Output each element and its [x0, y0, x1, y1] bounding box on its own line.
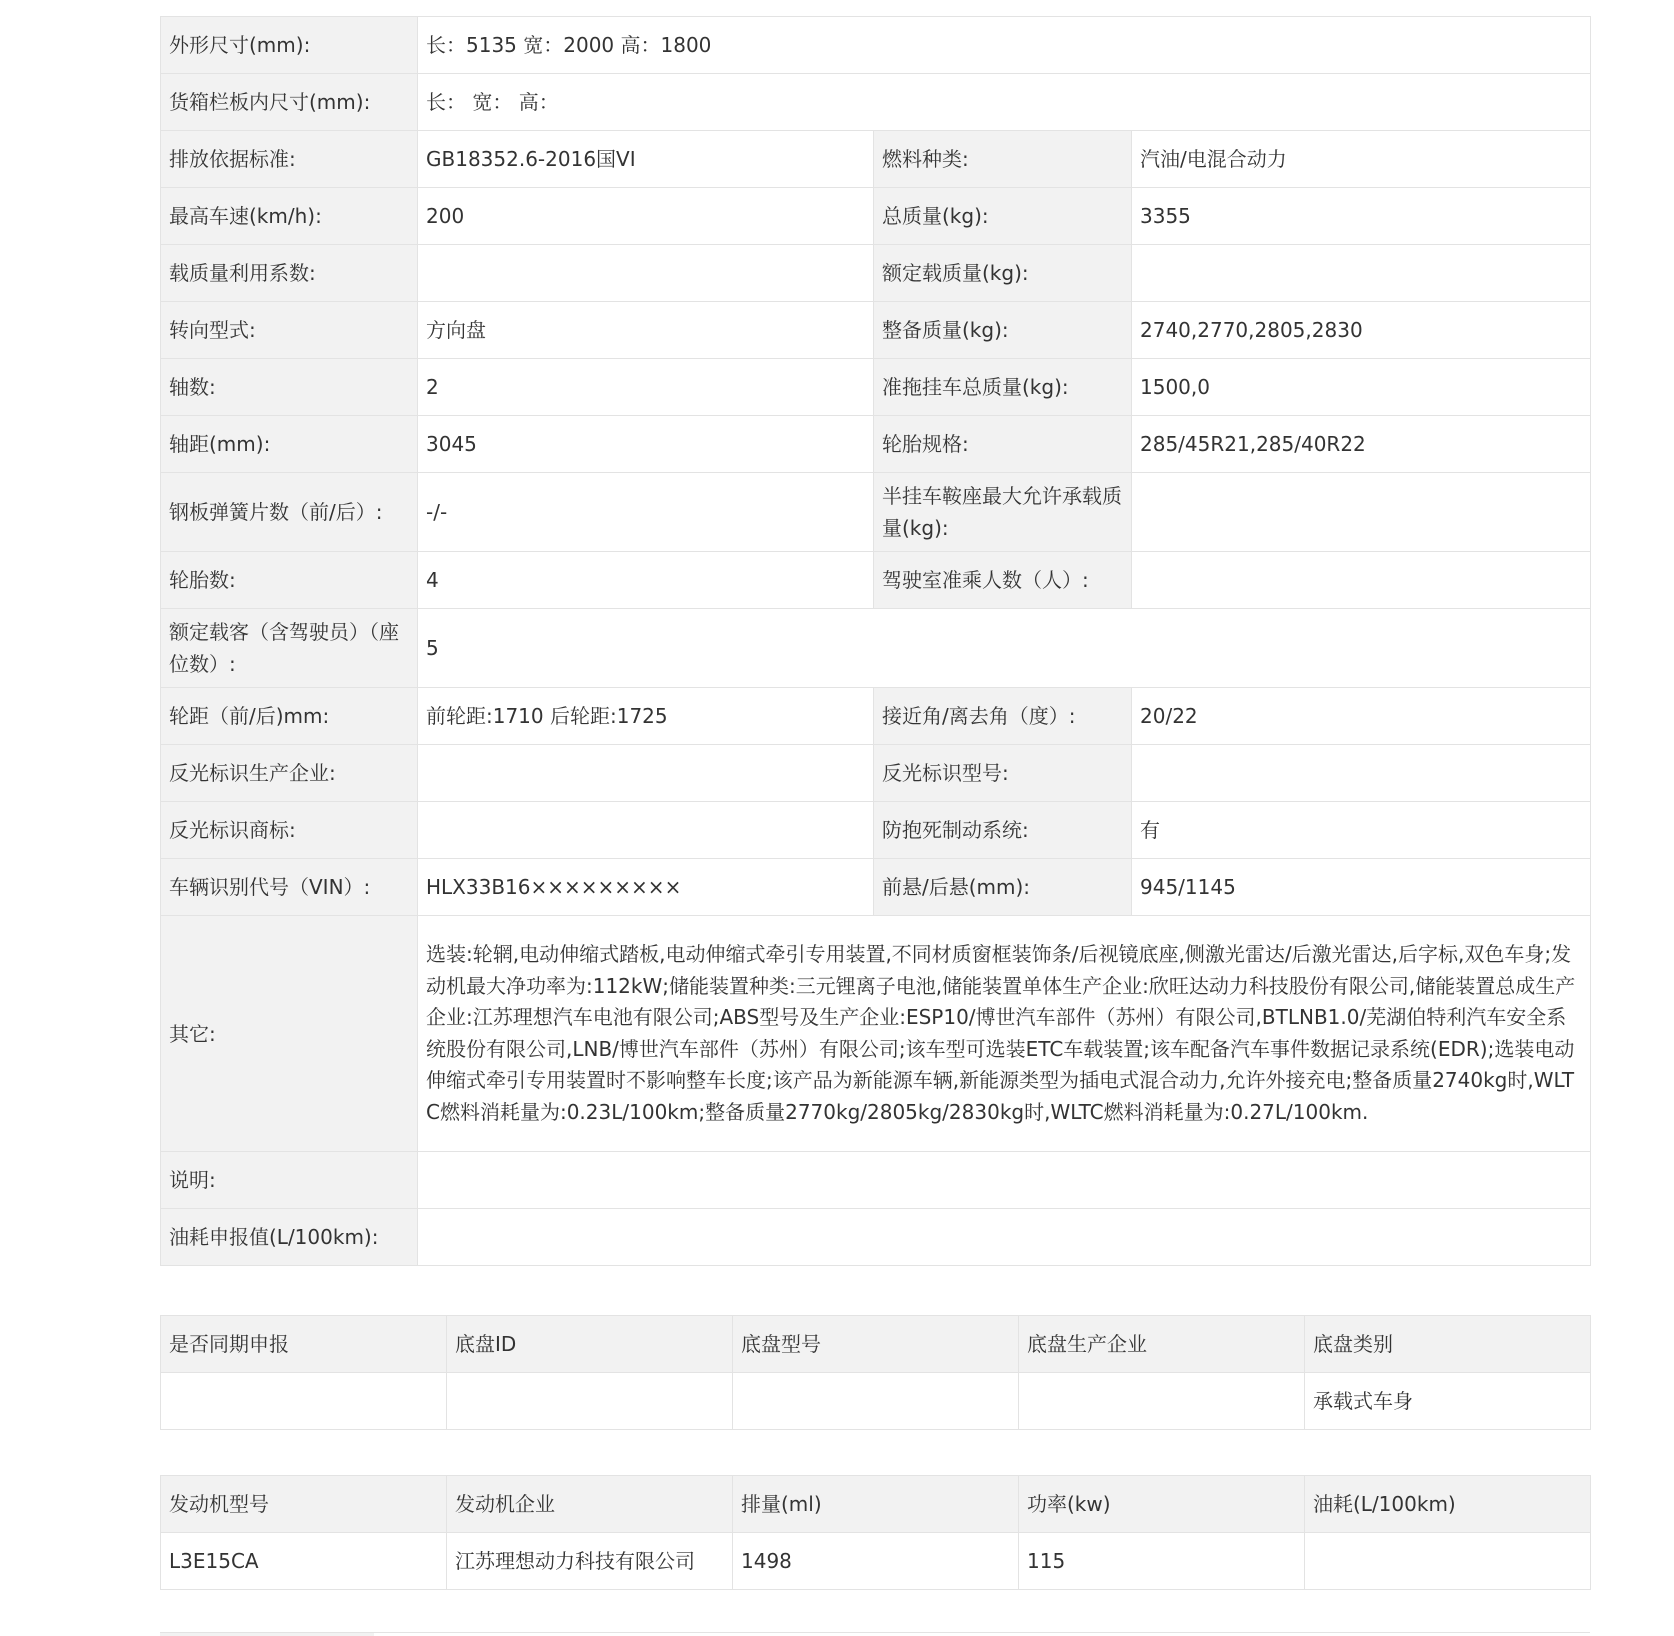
speed-value: 200	[418, 188, 874, 245]
spec-row-note	[161, 1152, 1591, 1209]
dims-value: 长：5135 宽：2000 高：1800	[418, 17, 1591, 74]
spec-row-dimensions	[161, 17, 1591, 74]
emission-label: 排放依据标准:	[161, 131, 418, 188]
trailer-value: 1500,0	[1132, 359, 1591, 416]
tire-spec-label: 轮胎规格:	[874, 416, 1132, 473]
spec-row-reflector-maker	[161, 745, 1591, 802]
spec-row-vin	[161, 859, 1591, 916]
cab-value	[1132, 552, 1591, 609]
wheelbase-value: 3045	[418, 416, 874, 473]
abs-value: 有	[1132, 802, 1591, 859]
engine-header-cell: 发动机企业	[447, 1476, 733, 1533]
dims-label: 外形尺寸(mm):	[161, 17, 418, 74]
engine-cell: 江苏理想动力科技有限公司	[447, 1533, 733, 1590]
chassis-cell: 承载式车身	[1305, 1373, 1591, 1430]
spec-row-speed	[161, 188, 1591, 245]
chassis-cell	[161, 1373, 447, 1430]
spec-row-reflector-brand	[161, 802, 1591, 859]
overhang-value: 945/1145	[1132, 859, 1591, 916]
emission-value: GB18352.6-2016国VI	[418, 131, 874, 188]
note-label: 说明:	[161, 1152, 418, 1209]
engine-header-cell: 排量(ml)	[733, 1476, 1019, 1533]
seats-label: 额定载客（含驾驶员）（座位数）:	[161, 609, 418, 688]
engine-table	[160, 1475, 1591, 1590]
vin-label: 车辆识别代号（VIN）:	[161, 859, 418, 916]
track-value: 前轮距:1710 后轮距:1725	[418, 688, 874, 745]
chassis-table	[160, 1315, 1591, 1430]
load-coef-value	[418, 245, 874, 302]
engine-header-cell: 功率(kw)	[1019, 1476, 1305, 1533]
refl-model-value	[1132, 745, 1591, 802]
chassis-data-row	[161, 1373, 1591, 1430]
note-value	[418, 1152, 1591, 1209]
engine-header-row	[161, 1476, 1591, 1533]
total-mass-value: 3355	[1132, 188, 1591, 245]
spring-label: 钢板弹簧片数（前/后）:	[161, 473, 418, 552]
track-label: 轮距（前/后)mm:	[161, 688, 418, 745]
curb-mass-label: 整备质量(kg):	[874, 302, 1132, 359]
rated-load-label: 额定载质量(kg):	[874, 245, 1132, 302]
engine-cell: 1498	[733, 1533, 1019, 1590]
chassis-header-row	[161, 1316, 1591, 1373]
chassis-header-cell: 底盘型号	[733, 1316, 1019, 1373]
spring-value: -/-	[418, 473, 874, 552]
spec-row-emission	[161, 131, 1591, 188]
refl-maker-label: 反光标识生产企业:	[161, 745, 418, 802]
total-mass-label: 总质量(kg):	[874, 188, 1132, 245]
other-value: 选装:轮辋,电动伸缩式踏板,电动伸缩式牵引专用装置,不同材质窗框装饰条/后视镜底座,侧激光雷达/后激光雷达,后字标,双色车身;发动机最大净功率为:112kW;储能装置种类:三元锂离子电池,储能装置单体生产企业:欣旺达动力科技股份有限公司,储能装置总成生产企业:江苏理想汽车电池有限公司;ABS型号及生产企业:ESP10/博世汽车部件（苏州）有限公司,BTLNB1.0/芜湖伯特利汽车安全系统股份有限公司,LNB/博世汽车部件（苏州）有限公司;该车型可选装ETC车载装置;该车配备汽车事件数据记录系统(EDR);选装电动伸缩式牵引专用装置时不影响整车长度;该产品为新能源车辆,新能源类型为插电式混合动力,允许外接充电;整备质量2740kg时,WLTC燃料消耗量为:0.23L/100km;整备质量2770kg/2805kg/2830kg时,WLTC燃料消耗量为:0.27L/100km.	[418, 916, 1591, 1152]
consumption-value	[418, 1209, 1591, 1266]
seats-value: 5	[418, 609, 1591, 688]
vehicle-spec-table	[160, 16, 1591, 1266]
next-table-edge	[160, 1632, 1590, 1636]
speed-label: 最高车速(km/h):	[161, 188, 418, 245]
chassis-cell	[733, 1373, 1019, 1430]
refl-maker-value	[418, 745, 874, 802]
tires-label: 轮胎数:	[161, 552, 418, 609]
rated-load-value	[1132, 245, 1591, 302]
vin-value: HLX33B16×××××××××	[418, 859, 874, 916]
engine-cell: L3E15CA	[161, 1533, 447, 1590]
engine-header-cell: 油耗(L/100km)	[1305, 1476, 1591, 1533]
spec-row-spring	[161, 473, 1591, 552]
spec-row-wheelbase	[161, 416, 1591, 473]
engine-cell: 115	[1019, 1533, 1305, 1590]
saddle-value	[1132, 473, 1591, 552]
overhang-label: 前悬/后悬(mm):	[874, 859, 1132, 916]
engine-cell	[1305, 1533, 1591, 1590]
spec-row-track	[161, 688, 1591, 745]
tire-spec-value: 285/45R21,285/40R22	[1132, 416, 1591, 473]
chassis-header-cell: 底盘生产企业	[1019, 1316, 1305, 1373]
engine-header-cell: 发动机型号	[161, 1476, 447, 1533]
spec-row-axles	[161, 359, 1591, 416]
chassis-header-cell: 是否同期申报	[161, 1316, 447, 1373]
refl-model-label: 反光标识型号:	[874, 745, 1132, 802]
spec-row-tires	[161, 552, 1591, 609]
angle-value: 20/22	[1132, 688, 1591, 745]
chassis-header-cell: 底盘类别	[1305, 1316, 1591, 1373]
abs-label: 防抱死制动系统:	[874, 802, 1132, 859]
spec-row-load	[161, 245, 1591, 302]
fuel-label: 燃料种类:	[874, 131, 1132, 188]
spec-row-consumption	[161, 1209, 1591, 1266]
cargo-value: 长： 宽： 高：	[418, 74, 1591, 131]
angle-label: 接近角/离去角（度）:	[874, 688, 1132, 745]
steering-value: 方向盘	[418, 302, 874, 359]
wheelbase-label: 轴距(mm):	[161, 416, 418, 473]
spec-row-cargo	[161, 74, 1591, 131]
load-coef-label: 载质量利用系数:	[161, 245, 418, 302]
steering-label: 转向型式:	[161, 302, 418, 359]
axles-label: 轴数:	[161, 359, 418, 416]
spec-row-steering	[161, 302, 1591, 359]
consumption-label: 油耗申报值(L/100km):	[161, 1209, 418, 1266]
fuel-value: 汽油/电混合动力	[1132, 131, 1591, 188]
chassis-cell	[1019, 1373, 1305, 1430]
cab-label: 驾驶室准乘人数（人）:	[874, 552, 1132, 609]
engine-data-row	[161, 1533, 1591, 1590]
cargo-label: 货箱栏板内尺寸(mm):	[161, 74, 418, 131]
axles-value: 2	[418, 359, 874, 416]
refl-brand-value	[418, 802, 874, 859]
chassis-header-cell: 底盘ID	[447, 1316, 733, 1373]
other-label: 其它:	[161, 916, 418, 1152]
chassis-cell	[447, 1373, 733, 1430]
tires-value: 4	[418, 552, 874, 609]
saddle-label: 半挂车鞍座最大允许承载质量(kg):	[874, 473, 1132, 552]
curb-mass-value: 2740,2770,2805,2830	[1132, 302, 1591, 359]
spec-row-other	[161, 916, 1591, 1152]
refl-brand-label: 反光标识商标:	[161, 802, 418, 859]
trailer-label: 准拖挂车总质量(kg):	[874, 359, 1132, 416]
spec-row-seats	[161, 609, 1591, 688]
